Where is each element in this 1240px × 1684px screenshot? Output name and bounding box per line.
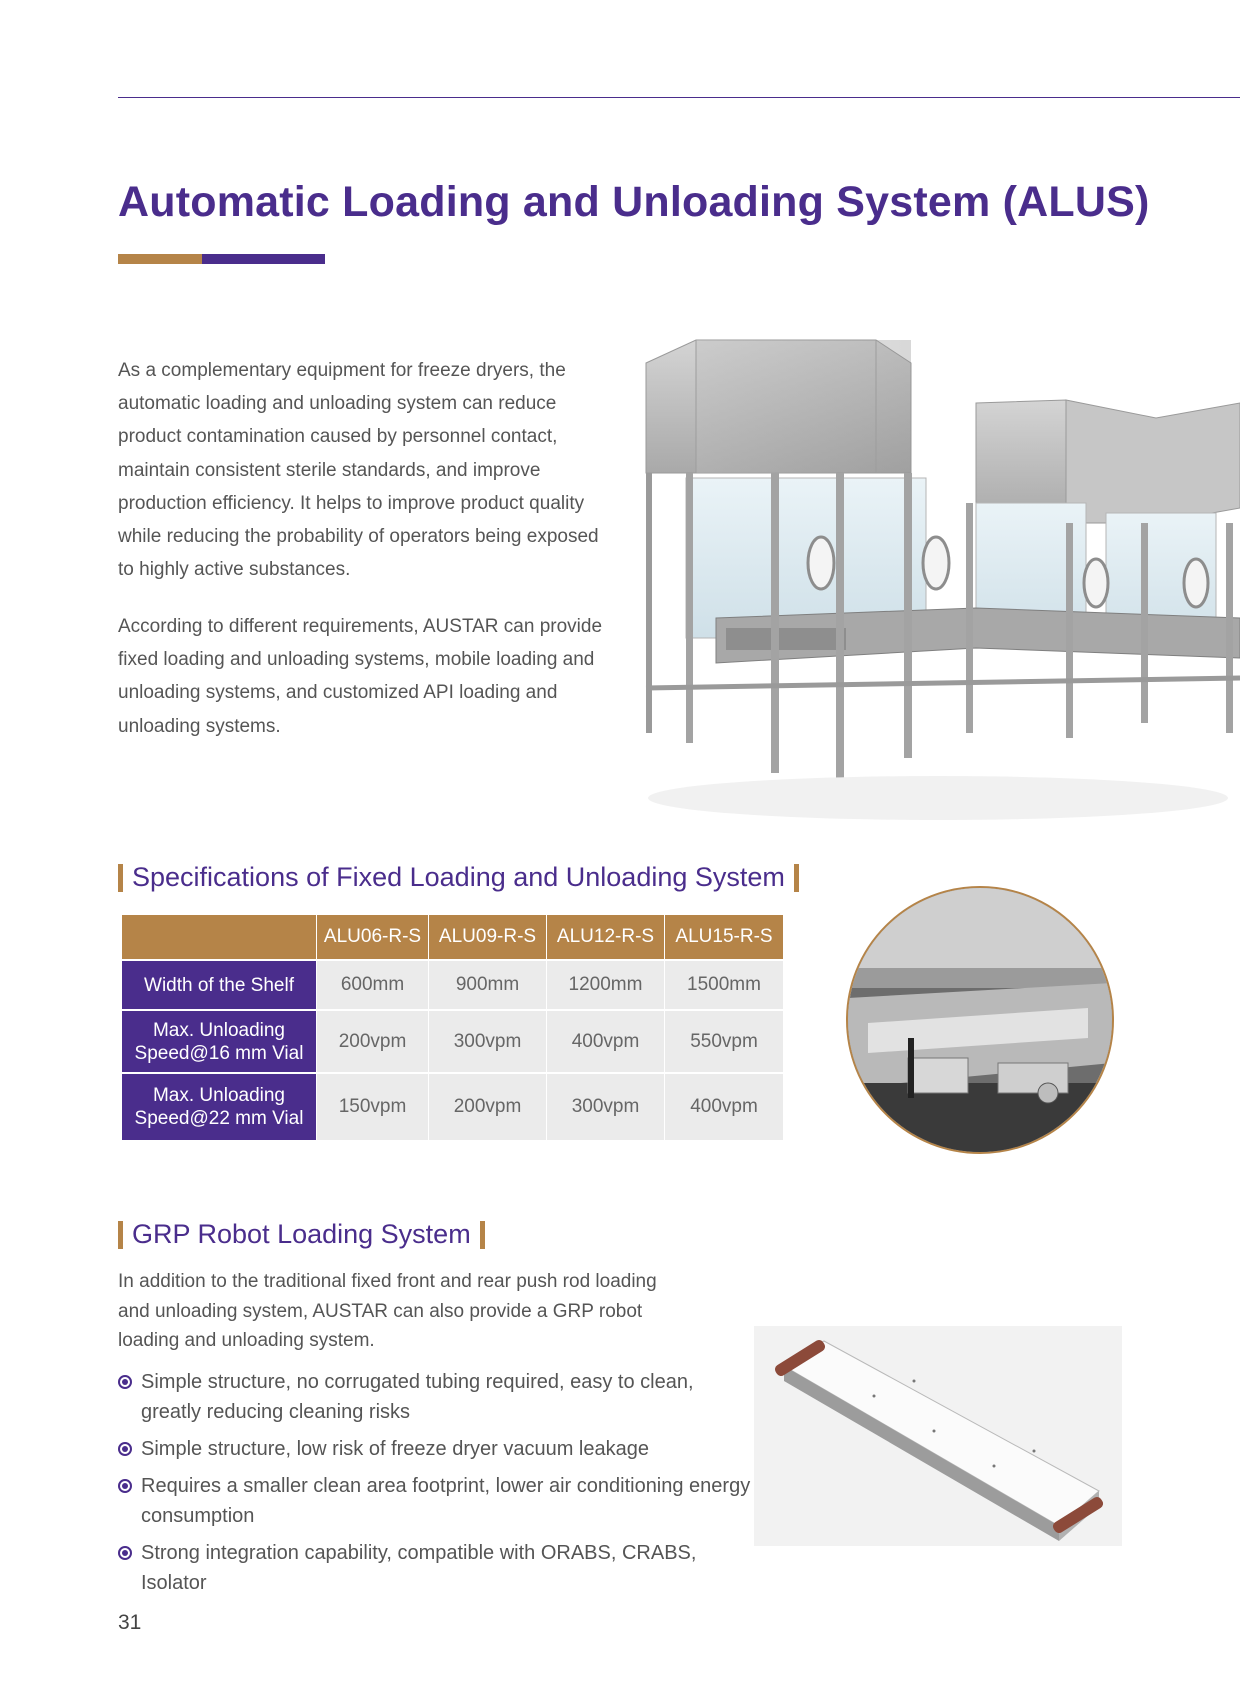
table-cell: 150vpm: [317, 1073, 429, 1140]
row-header-line: Max. Unloading: [152, 1019, 286, 1041]
row-header: [122, 1010, 317, 1073]
column-header: ALU12-R-S: [547, 915, 665, 960]
list-item: [118, 1434, 758, 1464]
spec-table: [122, 915, 783, 1140]
header-rule: [118, 97, 1240, 98]
table-cell: 400vpm: [547, 1010, 665, 1073]
intro-paragraph-2: According to different requirements, AUSTAR can provide fixed loading and unloading systems, mobile loading and unloading systems, and customized API loading and unloading systems.: [118, 616, 603, 737]
list-item: [118, 1367, 758, 1427]
table-cell: 1500mm: [665, 960, 784, 1010]
title-accent-bar: [118, 254, 325, 264]
row-header-line: Max. Unloading: [152, 1085, 286, 1106]
table-cell: 200vpm: [429, 1073, 547, 1140]
list-item: [118, 1471, 758, 1531]
table-cell: 600mm: [317, 960, 429, 1010]
page-number: 31: [118, 1611, 142, 1634]
column-header: ALU09-R-S: [429, 915, 547, 960]
grp-feature-list: [118, 1367, 758, 1605]
spec-section-heading: [118, 862, 799, 893]
list-item: [118, 1538, 758, 1598]
table-cell: 550vpm: [665, 1010, 784, 1073]
radio-bullet-icon: [118, 1479, 132, 1493]
radio-bullet-icon: [118, 1442, 132, 1456]
column-header: ALU06-R-S: [317, 915, 429, 960]
table-row: [122, 960, 783, 1010]
intro-paragraph-1: As a complementary equipment for freeze dryers, the automatic loading and unloading system can reduce product contamination caused by personnel contact, maintain consistent sterile standards, and improve production efficiency. It helps to improve product quality while reducing the probability of operators being exposed to highly active substances.: [118, 360, 599, 581]
title-accent-purple: [202, 254, 325, 264]
heading-marker-right: [480, 1221, 485, 1249]
title-accent-gold: [118, 254, 202, 264]
table-row: [122, 1010, 783, 1073]
table-cell: 1200mm: [547, 960, 665, 1010]
row-header-line: Speed@22 mm Vial: [134, 1108, 304, 1129]
grp-robot-plate-photo: [754, 1326, 1122, 1546]
list-item-text: Requires a smaller clean area footprint, lower air conditioning energy consumption: [141, 1475, 751, 1527]
table-cell: 300vpm: [547, 1073, 665, 1140]
table-row: [122, 1073, 783, 1140]
table-cell: 900mm: [429, 960, 547, 1010]
spec-heading-text: Specifications of Fixed Loading and Unloading System: [132, 862, 785, 892]
list-item-text: Strong integration capability, compatible with ORABS, CRABS, Isolator: [141, 1542, 697, 1594]
radio-bullet-icon: [118, 1375, 132, 1389]
grp-section-heading: [118, 1219, 485, 1250]
table-cell: 200vpm: [317, 1010, 429, 1073]
list-item-text: Simple structure, low risk of freeze dryer vacuum leakage: [141, 1438, 649, 1460]
table-cell: 300vpm: [429, 1010, 547, 1073]
table-cell: 400vpm: [665, 1073, 784, 1140]
radio-bullet-icon: [118, 1546, 132, 1560]
list-item-text: Simple structure, no corrugated tubing required, easy to clean, greatly reducing cleaning risks: [141, 1371, 694, 1423]
grp-heading-text: GRP Robot Loading System: [132, 1219, 471, 1249]
table-corner-cell: [122, 915, 317, 960]
alus-equipment-photo: [636, 328, 1240, 840]
row-header: Width of the Shelf: [122, 960, 317, 1010]
conveyor-detail-photo: [846, 886, 1114, 1154]
row-header: [122, 1073, 317, 1140]
page-title: Automatic Loading and Unloading System (ALUS): [118, 178, 1150, 226]
grp-intro-paragraph: In addition to the traditional fixed front and rear push rod loading and unloading system, AUSTAR can also provide a GRP robot loading and unloading system.: [118, 1271, 657, 1351]
heading-marker-right: [794, 864, 799, 892]
row-header-line: Speed@16 mm Vial: [134, 1042, 304, 1064]
column-header: ALU15-R-S: [665, 915, 784, 960]
